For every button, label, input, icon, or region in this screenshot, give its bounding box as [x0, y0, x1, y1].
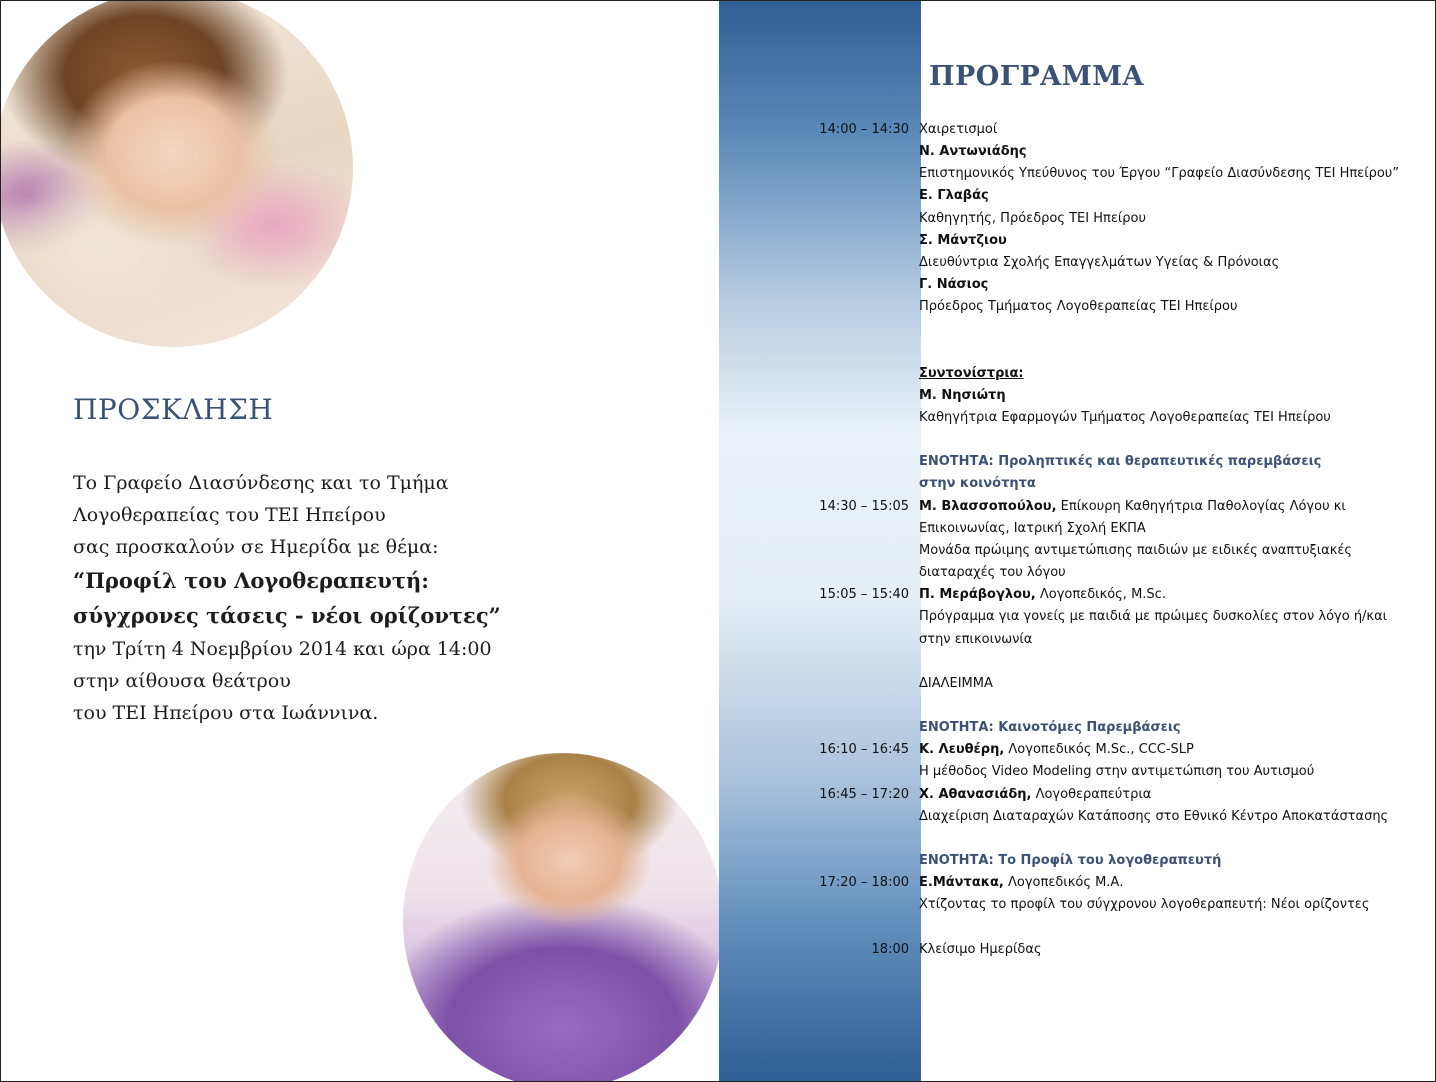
session-content	[919, 385, 1421, 407]
program-row	[701, 141, 1421, 163]
session-time	[701, 252, 919, 274]
session-content	[919, 784, 1421, 806]
session-content	[919, 230, 1421, 252]
program-row	[701, 673, 1421, 695]
session-time	[701, 806, 919, 828]
program-spacer	[701, 318, 1421, 340]
session-text: Πρόγραμμα για γονείς με παιδιά με πρώιμες δυσκολίες στον λόγο ή/και	[919, 609, 1388, 625]
session-content	[919, 540, 1421, 562]
session-time	[701, 385, 919, 407]
session-content	[919, 518, 1421, 540]
section-heading: ΕΝΟΤΗΤΑ: Καινοτόμες Παρεμβάσεις	[919, 720, 1181, 736]
section-heading: στην κοινότητα	[919, 476, 1036, 492]
session-text: Λογοθεραπεύτρια	[1031, 786, 1152, 802]
program-row	[701, 606, 1421, 628]
program-spacer	[701, 828, 1421, 850]
program-row	[701, 451, 1421, 473]
program-row	[701, 629, 1421, 651]
session-content	[919, 717, 1421, 739]
program-row	[701, 473, 1421, 495]
speaker-name: Σ. Μάντζιου	[919, 232, 1007, 248]
session-text: Μονάδα πρώιμης αντιμετώπισης παιδιών με ειδικές αναπτυξιακές	[919, 542, 1353, 558]
session-content	[919, 141, 1421, 163]
session-content	[919, 673, 1421, 695]
program-row	[701, 584, 1421, 606]
program-spacer	[701, 429, 1421, 451]
session-text: Καθηγήτρια Εφαρμογών Τμήματος Λογοθεραπείας ΤΕΙ Ηπείρου	[919, 410, 1331, 425]
program-row	[701, 185, 1421, 207]
session-time: 14:30 – 15:05	[819, 498, 909, 514]
session-text: στην επικοινωνία	[919, 631, 1033, 647]
session-time	[701, 673, 919, 695]
program-spacer	[701, 917, 1421, 939]
program-spacer	[701, 341, 1421, 363]
program-row	[701, 407, 1421, 429]
program-row	[701, 163, 1421, 185]
session-content	[919, 119, 1421, 141]
event-date: την Τρίτη 4 Νοεμβρίου 2014 και ώρα 14:00	[73, 638, 492, 660]
program-row	[701, 363, 1421, 385]
session-content	[919, 473, 1421, 495]
child-photo	[0, 0, 353, 347]
session-content	[919, 584, 1421, 606]
program-row	[701, 230, 1421, 252]
program-row	[701, 717, 1421, 739]
session-time	[701, 518, 919, 540]
program-title: ΠΡΟΓΡΑΜΜΑ	[929, 61, 1144, 92]
speaker-name: Μ. Βλασσοπούλου,	[919, 498, 1057, 514]
program-row	[701, 806, 1421, 828]
session-content	[919, 872, 1421, 894]
session-text: Λογοπεδικός M.Sc., CCC-SLP	[1004, 742, 1194, 758]
session-content	[919, 606, 1421, 628]
event-theme: σύγχρονες τάσεις - νέοι ορίζοντες”	[73, 603, 501, 628]
event-theme: “Προφίλ του Λογοθεραπευτή:	[73, 568, 430, 593]
speaker-name: Γ. Νάσιος	[919, 277, 989, 293]
session-content	[919, 939, 1421, 961]
speaker-name: Ε. Γλαβάς	[919, 188, 989, 204]
session-time	[701, 629, 919, 651]
session-time	[701, 894, 919, 916]
program-row	[701, 496, 1421, 518]
session-text: Επικοινωνίας, Ιατρική Σχολή ΕΚΠΑ	[919, 520, 1146, 536]
session-text: διαταραχές του λόγου	[919, 565, 1066, 581]
session-time: 16:10 – 16:45	[819, 742, 909, 758]
session-content	[919, 806, 1421, 828]
session-text: Λογοπεδικός, M.Sc.	[1035, 587, 1166, 603]
program-row	[701, 761, 1421, 783]
session-time	[701, 230, 919, 252]
session-time	[701, 850, 919, 872]
session-time: 15:05 – 15:40	[819, 587, 909, 603]
session-content	[919, 629, 1421, 651]
session-time	[701, 473, 919, 495]
program-row	[701, 385, 1421, 407]
program-row	[701, 274, 1421, 296]
program-row	[701, 119, 1421, 141]
session-time	[701, 606, 919, 628]
program-row	[701, 872, 1421, 894]
session-content	[919, 208, 1421, 230]
session-time	[701, 141, 919, 163]
session-time	[701, 562, 919, 584]
session-text: Λογοπεδικός Μ.Α.	[1003, 875, 1124, 891]
session-content	[919, 451, 1421, 473]
program-row	[701, 518, 1421, 540]
session-text: Χαιρετισμοί	[919, 122, 998, 137]
session-content	[919, 562, 1421, 584]
session-content	[919, 496, 1421, 518]
program-schedule	[701, 119, 1421, 961]
program-row	[701, 894, 1421, 916]
session-content	[919, 739, 1421, 761]
invitation-title: ΠΡΟΣΚΛΗΣΗ	[73, 393, 274, 426]
session-content	[919, 407, 1421, 429]
session-time	[701, 163, 919, 185]
session-content	[919, 894, 1421, 916]
program-row	[701, 939, 1421, 961]
session-text: Διαχείριση Διαταραχών Κατάποσης στο Εθνικό Κέντρο Αποκατάστασης	[919, 808, 1389, 824]
speaker-name: Ν. Αντωνιάδης	[919, 144, 1027, 160]
session-time: 18:00	[871, 941, 909, 957]
speaker-name: Ε.Μάντακα,	[919, 875, 1004, 891]
speaker-name: Κ. Λευθέρη,	[919, 742, 1005, 758]
program-row	[701, 784, 1421, 806]
session-time: 17:20 – 18:00	[819, 875, 909, 891]
program-row	[701, 252, 1421, 274]
session-time	[701, 717, 919, 739]
program-row	[701, 296, 1421, 318]
session-content	[919, 274, 1421, 296]
speaker-name: Μ. Νησιώτη	[919, 387, 1006, 403]
program-spacer	[701, 695, 1421, 717]
session-text: Κλείσιμο Ημερίδας	[919, 941, 1042, 957]
session-text: Επίκουρη Καθηγήτρια Παθολογίας Λόγου κι	[1056, 498, 1346, 514]
session-time: 14:00 – 14:30	[819, 122, 909, 137]
program-row	[701, 540, 1421, 562]
session-text: Η μέθοδος Video Modeling στην αντιμετώπιση του Αυτισμού	[919, 764, 1315, 780]
program-spacer	[701, 651, 1421, 673]
speaker-name: Π. Μεράβογλου,	[919, 587, 1036, 603]
invitation-line: Λογοθεραπείας του ΤΕΙ Ηπείρου	[73, 504, 386, 526]
session-content	[919, 252, 1421, 274]
session-time	[701, 274, 919, 296]
session-time	[701, 451, 919, 473]
event-venue: στην αίθουσα θεάτρου	[73, 670, 291, 692]
session-text: Διευθύντρια Σχολής Επαγγελμάτων Υγείας & Πρόνοιας	[919, 254, 1280, 270]
session-content	[919, 185, 1421, 207]
program-row	[701, 208, 1421, 230]
session-time	[701, 540, 919, 562]
invitation-text	[73, 467, 633, 729]
program-row	[701, 562, 1421, 584]
session-content	[919, 363, 1421, 385]
session-text: Χτίζοντας το προφίλ του σύγχρονου λογοθεραπευτή: Νέοι ορίζοντες	[919, 897, 1370, 913]
session-text: Επιστημονικός Υπεύθυνος του Έργου “Γραφείο Διασύνδεσης ΤΕΙ Ηπείρου”	[919, 166, 1400, 182]
program-row	[701, 850, 1421, 872]
program-row	[701, 739, 1421, 761]
session-time	[701, 296, 919, 318]
session-time	[701, 208, 919, 230]
session-time: 16:45 – 17:20	[819, 786, 909, 802]
invitation-line: σας προσκαλούν σε Ημερίδα με θέμα:	[73, 536, 439, 558]
woman-photo	[403, 753, 723, 1082]
session-content	[919, 163, 1421, 185]
session-content	[919, 761, 1421, 783]
speaker-name: Χ. Αθανασιάδη,	[919, 786, 1032, 802]
section-heading: ΕΝΟΤΗΤΑ: Το Προφίλ του λογοθεραπευτή	[919, 853, 1222, 869]
session-time	[701, 407, 919, 429]
invitation-line: Το Γραφείο Διασύνδεσης και το Τμήμα	[73, 472, 449, 494]
session-text: ΔΙΑΛΕΙΜΜΑ	[919, 675, 993, 691]
session-content	[919, 850, 1421, 872]
session-text: Καθηγητής, Πρόεδρος ΤΕΙ Ηπείρου	[919, 210, 1146, 226]
event-location: του ΤΕΙ Ηπείρου στα Ιωάννινα.	[73, 702, 379, 724]
session-time	[701, 185, 919, 207]
section-heading: ΕΝΟΤΗΤΑ: Προληπτικές και θεραπευτικές παρεμβάσεις	[919, 454, 1322, 470]
session-content	[919, 296, 1421, 318]
coordinator-label: Συντονίστρια:	[919, 365, 1024, 381]
session-time	[701, 761, 919, 783]
session-text: Πρόεδρος Τμήματος Λογοθεραπείας ΤΕΙ Ηπείρου	[919, 299, 1238, 315]
session-time	[701, 363, 919, 385]
